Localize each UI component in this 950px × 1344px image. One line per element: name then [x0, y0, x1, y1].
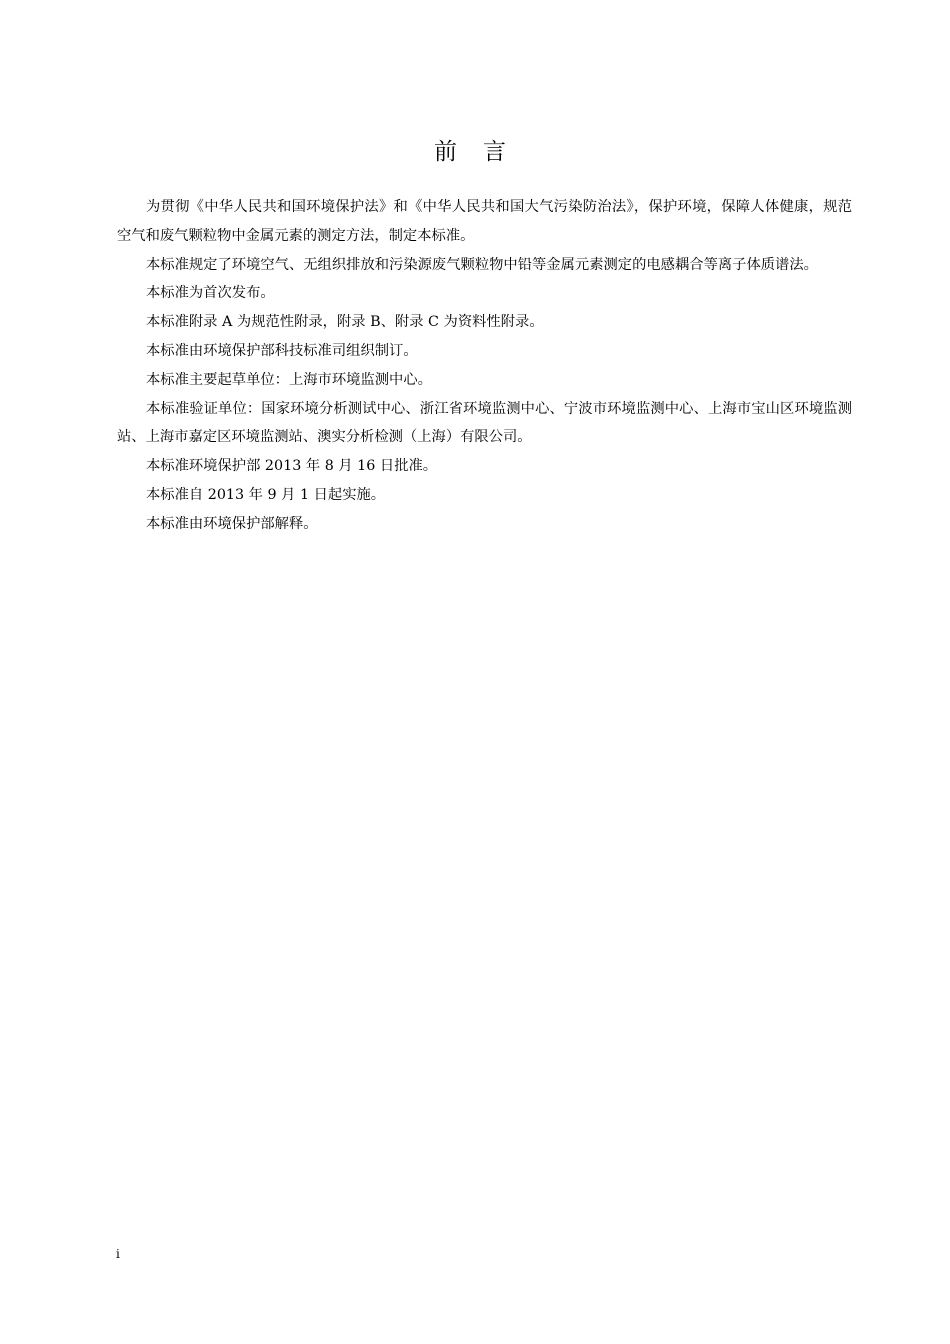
paragraph-scope: 本标准规定了环境空气、无组织排放和污染源废气颗粒物中铅等金属元素测定的电感耦合等离子体质谱法。 [146, 256, 818, 273]
paragraph-purpose: 为贯彻《中华人民共和国环境保护法》和《中华人民共和国大气污染防治法》，保护环境，保障人体健康，规范空气和废气颗粒物中金属元素的测定方法，制定本标准。 [117, 199, 852, 244]
paragraph-approval-date: 本标准环境保护部 2013 年 8 月 16 日批准。 [146, 458, 438, 475]
paragraph-drafting-unit: 本标准主要起草单位：上海市环境监测中心。 [146, 371, 432, 388]
paragraph-interpretation: 本标准由环境保护部解释。 [146, 515, 318, 532]
foreword-body [117, 193, 852, 539]
page-title: 前言 [434, 139, 532, 165]
paragraph-appendices: 本标准附录 A 为规范性附录，附录 B、附录 C 为资料性附录。 [146, 314, 544, 331]
page-number: i [116, 1247, 120, 1261]
paragraph-verification-units: 本标准验证单位：国家环境分析测试中心、浙江省环境监测中心、宁波市环境监测中心、上海市宝山区环境监测站、上海市嘉定区环境监测站、澳实分析检测（上海）有限公司。 [117, 400, 852, 446]
paragraph-first-release: 本标准为首次发布。 [146, 285, 275, 302]
paragraph-effective-date: 本标准自 2013 年 9 月 1 日起实施。 [146, 486, 386, 503]
paragraph-organizer: 本标准由环境保护部科技标准司组织制订。 [146, 342, 418, 359]
